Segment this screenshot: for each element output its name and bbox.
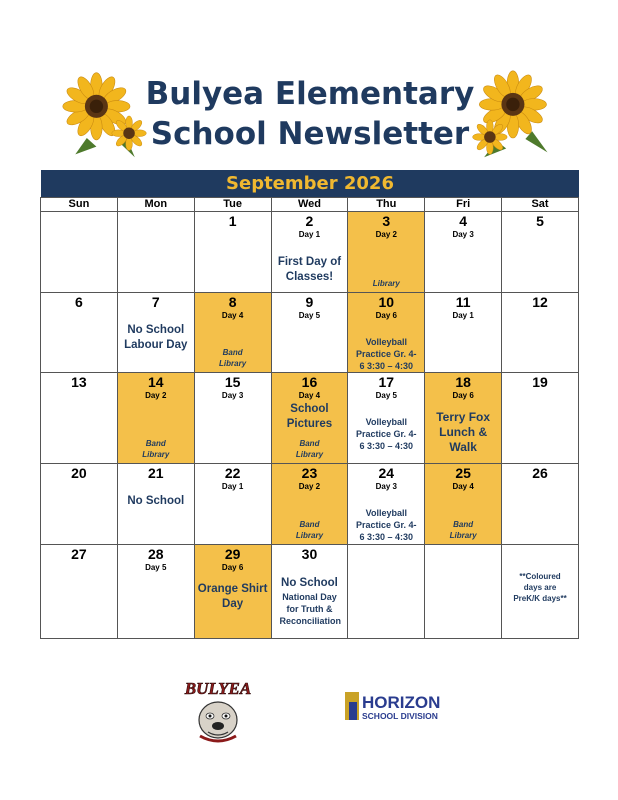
calendar-day-5 [502, 212, 579, 293]
day-number: 23 [301, 465, 318, 481]
day-number: 29 [224, 546, 241, 562]
activity-tag: Library [372, 279, 400, 288]
weekday-header-sat: Sat [502, 198, 579, 212]
calendar-day-12 [502, 293, 579, 373]
day-number: 16 [301, 374, 318, 390]
day-number: 19 [532, 374, 548, 390]
page-title [140, 74, 480, 154]
calendar-day-2 [271, 212, 348, 293]
day-number: 1 [228, 213, 237, 229]
calendar-day-30 [271, 545, 348, 639]
activity-tag: Library [295, 450, 324, 459]
school-day-label: Day 1 [221, 482, 244, 491]
calendar-day-24 [348, 464, 425, 545]
calendar-day-10 [348, 293, 425, 373]
weekday-header-mon: Mon [117, 198, 194, 212]
day-number: 30 [301, 546, 318, 562]
event-detail: Volleyball Practice Gr. 4-6 3:30 – 4:30 [356, 417, 417, 451]
calendar-day-25 [425, 464, 502, 545]
activity-tag: Band [299, 439, 320, 448]
school-day-label: Day 2 [375, 230, 397, 239]
calendar-day-19 [502, 373, 579, 464]
svg-text:BULYEA: BULYEA [184, 679, 252, 698]
calendar-day-9 [271, 293, 348, 373]
title-line-2: School Newsletter [150, 116, 470, 152]
calendar-day-21 [117, 464, 194, 545]
calendar-day-26 [502, 464, 579, 545]
calendar-day-16 [271, 373, 348, 464]
weekday-header-sun: Sun [41, 198, 118, 212]
event-label: Terry Fox Lunch & Walk [436, 410, 491, 454]
calendar-day-28 [117, 545, 194, 639]
activity-tags [272, 519, 348, 541]
weekday-header-wed: Wed [271, 198, 348, 212]
calendar-week-row [41, 545, 579, 639]
day-number: 22 [224, 465, 241, 481]
activity-tag: Library [219, 359, 247, 368]
event-label: School Pictures [286, 403, 333, 430]
calendar-empty-cell [117, 212, 194, 293]
horizon-logo-subtext: SCHOOL DIVISION [362, 711, 438, 721]
weekday-header-row [41, 198, 579, 212]
calendar-day-8 [194, 293, 271, 373]
calendar-day-29 [194, 545, 271, 639]
calendar-day-6 [41, 293, 118, 373]
title-line-1: Bulyea Elementary [145, 76, 475, 112]
day-number: 14 [147, 374, 164, 390]
school-day-label: Day 6 [221, 563, 244, 572]
day-number: 3 [382, 213, 391, 229]
day-number: 18 [455, 374, 471, 390]
school-day-label: Day 4 [221, 311, 244, 320]
school-day-label: Day 3 [375, 482, 397, 491]
horizon-school-division-logo [343, 688, 463, 724]
school-day-label: Day 5 [145, 563, 167, 572]
legend-note: **Coloured days are PreK/K days** [513, 572, 567, 603]
activity-tag: Band [222, 348, 243, 357]
school-day-label: Day 2 [298, 482, 321, 491]
day-number: 27 [71, 546, 87, 562]
calendar-empty-cell [425, 545, 502, 639]
weekday-header-fri: Fri [425, 198, 502, 212]
day-number: 25 [455, 465, 471, 481]
calendar-grid [40, 197, 579, 639]
activity-tag: Library [449, 531, 477, 540]
calendar-day-14 [117, 373, 194, 464]
calendar-day-13 [41, 373, 118, 464]
school-day-label: Day 4 [452, 482, 474, 491]
calendar-week-row [41, 464, 579, 545]
calendar-day-3 [348, 212, 425, 293]
day-number: 24 [378, 465, 395, 481]
school-day-label: Day 1 [452, 311, 474, 320]
calendar-empty-cell [348, 545, 425, 639]
calendar-day-7 [117, 293, 194, 373]
school-day-label: Day 5 [375, 391, 397, 400]
day-number: 2 [305, 213, 314, 229]
horizon-logo-text: HORIZON [362, 693, 441, 712]
calendar-week-row [41, 293, 579, 373]
calendar-day-23 [271, 464, 348, 545]
day-number: 28 [147, 546, 164, 562]
calendar-day-22 [194, 464, 271, 545]
day-number: 4 [459, 213, 468, 229]
school-day-label: Day 1 [298, 230, 321, 239]
event-detail: National Day for Truth & Reconciliation [279, 592, 342, 626]
activity-tags [425, 519, 501, 541]
event-label: Orange Shirt Day [197, 583, 268, 610]
activity-tag: Band [453, 520, 474, 529]
weekday-header-thu: Thu [348, 198, 425, 212]
day-number: 9 [305, 294, 314, 310]
day-number: 17 [378, 374, 395, 390]
day-number: 5 [536, 213, 544, 229]
school-day-label: Day 2 [145, 391, 167, 400]
month-header: September 2026 [41, 170, 579, 197]
activity-tag: Library [142, 450, 170, 459]
event-label: No School Labour Day [124, 324, 188, 351]
calendar-empty-cell [502, 545, 579, 639]
school-day-label: Day 4 [298, 391, 321, 400]
school-day-label: Day 6 [375, 311, 397, 320]
day-number: 12 [532, 294, 548, 310]
weekday-header-tue: Tue [194, 198, 271, 212]
activity-tags [348, 278, 424, 289]
activity-tag: Band [299, 520, 320, 529]
activity-tag: Library [295, 531, 324, 540]
day-number: 15 [224, 374, 241, 390]
calendar-day-15 [194, 373, 271, 464]
event-label: No School [127, 495, 185, 507]
calendar-day-17 [348, 373, 425, 464]
event-label: No School [281, 577, 338, 589]
calendar-day-27 [41, 545, 118, 639]
calendar-day-11 [425, 293, 502, 373]
day-number: 6 [75, 294, 83, 310]
school-day-label: Day 6 [452, 391, 474, 400]
event-detail: Volleyball Practice Gr. 4-6 3:30 – 4:30 [356, 337, 417, 371]
activity-tags [272, 438, 348, 460]
day-number: 20 [71, 465, 87, 481]
day-number: 21 [147, 465, 164, 481]
calendar-day-20 [41, 464, 118, 545]
school-day-label: Day 3 [221, 391, 244, 400]
bulyea-logo [178, 676, 258, 746]
calendar-week-row [41, 212, 579, 293]
school-day-label: Day 3 [452, 230, 474, 239]
school-day-label: Day 5 [298, 311, 321, 320]
activity-tags [118, 438, 194, 460]
calendar-empty-cell [41, 212, 118, 293]
event-detail: Volleyball Practice Gr. 4-6 3:30 – 4:30 [356, 508, 417, 542]
day-number: 26 [532, 465, 548, 481]
day-number: 13 [71, 374, 87, 390]
day-number: 8 [228, 294, 237, 310]
event-label: First Day of Classes! [277, 256, 342, 283]
calendar-day-1 [194, 212, 271, 293]
activity-tags [195, 347, 271, 369]
day-number: 10 [378, 294, 395, 310]
day-number: 7 [151, 294, 160, 310]
calendar-day-18 [425, 373, 502, 464]
day-number: 11 [455, 294, 471, 310]
activity-tag: Band [145, 439, 166, 448]
calendar-week-row [41, 373, 579, 464]
calendar-day-4 [425, 212, 502, 293]
sunflower-icon [463, 66, 559, 162]
